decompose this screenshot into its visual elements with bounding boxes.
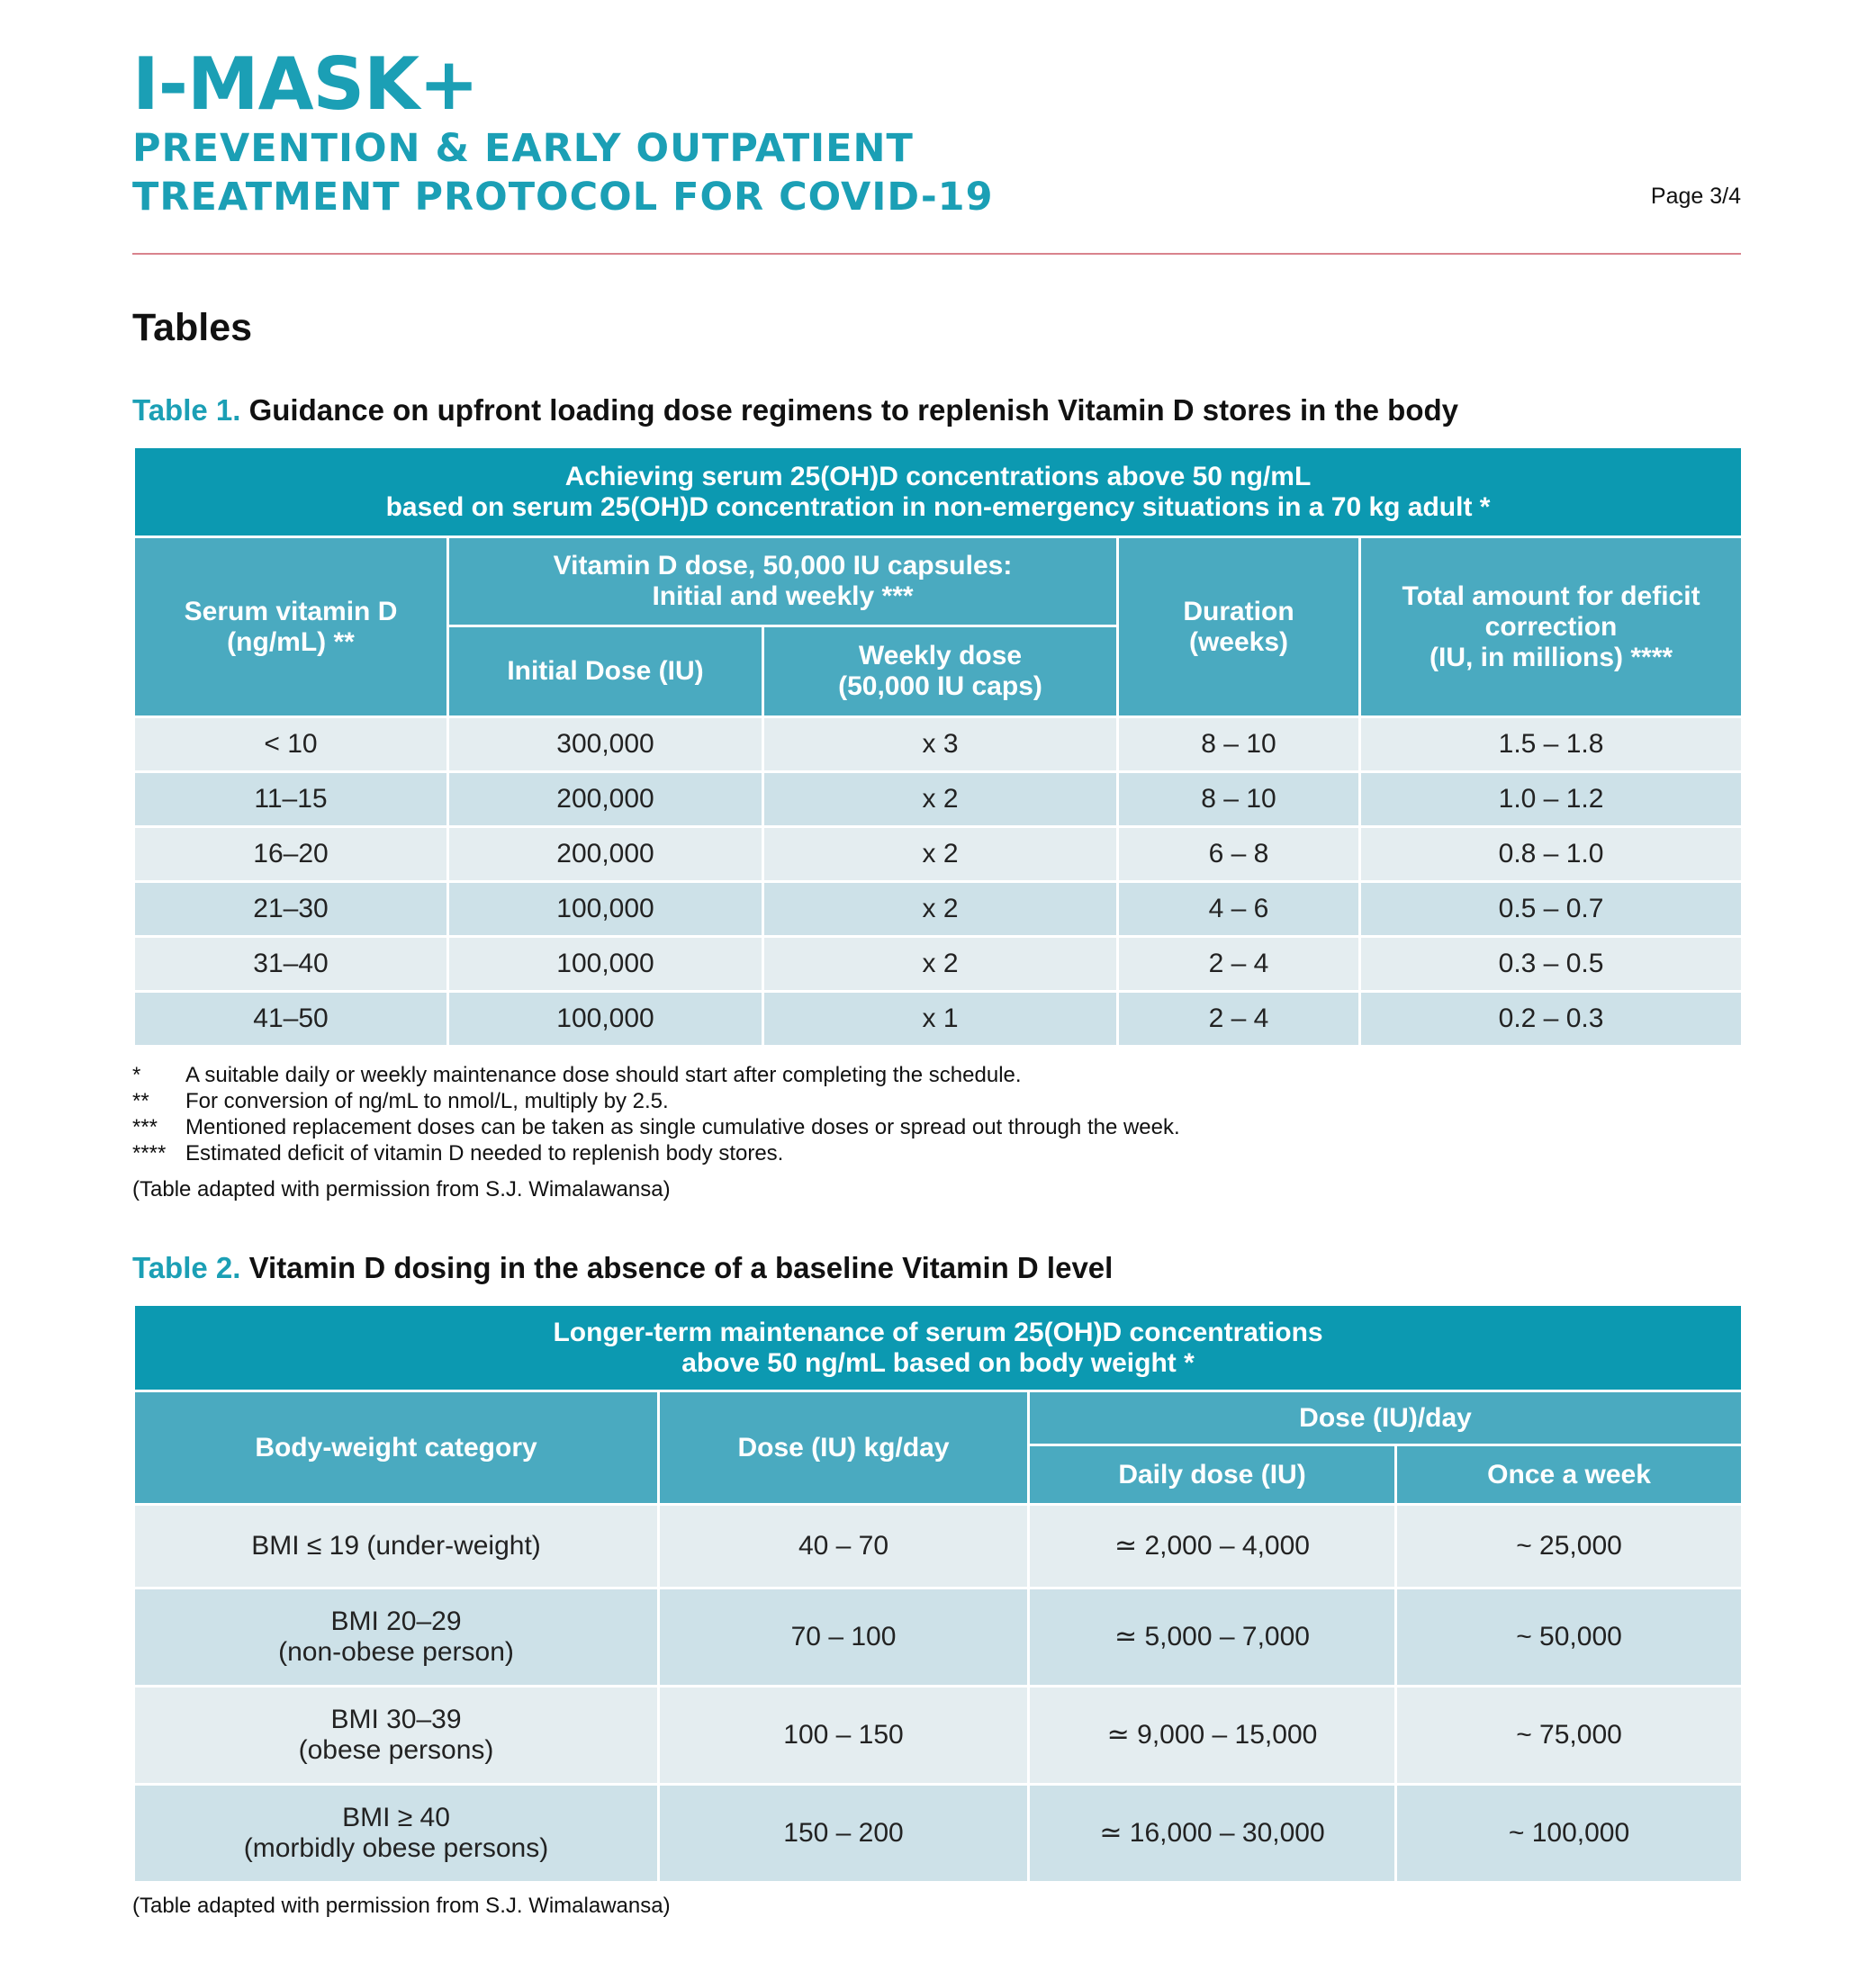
table1-cell-serum: 16–20 — [134, 827, 448, 882]
table1-cell-weekly: x 2 — [763, 827, 1118, 882]
table2-cell-week: ~ 50,000 — [1396, 1588, 1743, 1687]
brand-title: I-MASK+ — [132, 42, 479, 126]
table1-col-dose — [448, 537, 1118, 626]
footnote — [132, 1140, 1180, 1166]
footnote-text: Mentioned replacement doses can be taken as single cumulative doses or spread out through the week. — [185, 1115, 1180, 1139]
table1-cell-total: 1.0 – 1.2 — [1360, 772, 1743, 827]
table1-col-total — [1360, 537, 1743, 717]
table2-cell-kg: 150 – 200 — [659, 1785, 1029, 1883]
table1-cell-total: 0.2 – 0.3 — [1360, 992, 1743, 1047]
table2-cell-week: ~ 25,000 — [1396, 1505, 1743, 1588]
table2-cell-kg: 70 – 100 — [659, 1588, 1029, 1687]
section-title: Tables — [132, 306, 253, 349]
table1-cell-weekly: x 2 — [763, 772, 1118, 827]
table2-cell-week: ~ 100,000 — [1396, 1785, 1743, 1883]
table1-cell-serum: 11–15 — [134, 772, 448, 827]
table1-col-total-line-1: Total amount for deficit — [1402, 580, 1700, 611]
table2 — [132, 1303, 1744, 1884]
table1-banner — [134, 447, 1743, 537]
footnote-mark: *** — [132, 1115, 158, 1139]
footnote-mark: ** — [132, 1089, 149, 1113]
table1-cell-serum: 31–40 — [134, 937, 448, 992]
table2-cell-week: ~ 75,000 — [1396, 1687, 1743, 1785]
table2-cell-category — [134, 1785, 659, 1883]
table-row — [134, 937, 1743, 992]
table2-cell-daily: ≃ 9,000 – 15,000 — [1029, 1687, 1396, 1785]
table1-col-serum-line-1: Serum vitamin D — [184, 596, 398, 626]
table-row — [134, 992, 1743, 1047]
table1-banner-line-1: Achieving serum 25(OH)D concentrations above 50 ng/mL — [564, 461, 1312, 491]
table1-cell-serum: < 10 — [134, 717, 448, 772]
page-number: Page 3/4 — [1650, 184, 1741, 209]
table1-cell-serum: 41–50 — [134, 992, 448, 1047]
table1-cell-duration: 8 – 10 — [1118, 717, 1360, 772]
table1-cell-initial: 200,000 — [448, 772, 763, 827]
table1-cell-total: 1.5 – 1.8 — [1360, 717, 1743, 772]
table-row — [134, 1687, 1743, 1785]
table1-cell-initial: 100,000 — [448, 882, 763, 937]
table1-cell-duration: 2 – 4 — [1118, 992, 1360, 1047]
table1-cell-initial: 200,000 — [448, 827, 763, 882]
table1-col-weekly-line-2: (50,000 IU caps) — [838, 671, 1042, 701]
table1-caption-label: Table 1. — [132, 393, 241, 427]
table2-banner — [134, 1305, 1743, 1391]
table2-col-day: Dose (IU)/day — [1029, 1391, 1743, 1445]
table1-cell-duration: 8 – 10 — [1118, 772, 1360, 827]
table1-col-duration-line-2: (weeks) — [1188, 626, 1289, 657]
table1-cell-weekly: x 3 — [763, 717, 1118, 772]
table1-col-dose-line-1: Vitamin D dose, 50,000 IU capsules: — [553, 551, 1013, 580]
table2-col-kg: Dose (IU) kg/day — [659, 1391, 1029, 1505]
footnote-text: For conversion of ng/mL to nmol/L, multiply by 2.5. — [185, 1089, 669, 1113]
table1-cell-initial: 100,000 — [448, 937, 763, 992]
table2-cell-daily: ≃ 5,000 – 7,000 — [1029, 1588, 1396, 1687]
footnote-text: Estimated deficit of vitamin D needed to replenish body stores. — [185, 1141, 784, 1166]
table-row — [134, 827, 1743, 882]
table1-col-serum-line-2: (ng/mL) ** — [227, 626, 355, 657]
table1-cell-initial: 100,000 — [448, 992, 763, 1047]
table2-category-line-2: (morbidly obese persons) — [243, 1833, 549, 1863]
table2-cell-daily: ≃ 2,000 – 4,000 — [1029, 1505, 1396, 1588]
table2-category-line-1: BMI ≤ 19 (under-weight) — [251, 1531, 541, 1561]
table2-cell-category — [134, 1588, 659, 1687]
table1-banner-line-2: based on serum 25(OH)D concentration in non-emergency situations in a 70 kg adult * — [385, 491, 1491, 522]
table1-cell-weekly: x 2 — [763, 937, 1118, 992]
table1-footnotes — [132, 1062, 1180, 1166]
footnote — [132, 1114, 1180, 1140]
table2-category-line-1: BMI 20–29 — [330, 1606, 462, 1636]
table1-cell-total: 0.5 – 0.7 — [1360, 882, 1743, 937]
footnote — [132, 1088, 1180, 1114]
table2-category-line-1: BMI ≥ 40 — [342, 1803, 450, 1832]
footnote-mark: **** — [132, 1141, 167, 1166]
table2-cell-daily: ≃ 16,000 – 30,000 — [1029, 1785, 1396, 1883]
table1-caption-text: Guidance on upfront loading dose regimens to replenish Vitamin D stores in the body — [248, 393, 1458, 427]
table2-banner-line-2: above 50 ng/mL based on body weight * — [681, 1347, 1195, 1378]
header-divider — [132, 253, 1741, 255]
table2-cell-category — [134, 1505, 659, 1588]
table1-cell-duration: 4 – 6 — [1118, 882, 1360, 937]
table1-col-dose-line-2: Initial and weekly *** — [652, 581, 914, 611]
table1-col-weekly — [763, 626, 1118, 717]
subtitle-line-2: TREATMENT PROTOCOL FOR COVID-19 — [132, 175, 994, 220]
table2-caption — [132, 1251, 1113, 1285]
table1-col-weekly-line-1: Weekly dose — [858, 641, 1023, 670]
table2-col-category: Body-weight category — [134, 1391, 659, 1505]
table2-category-line-2: (obese persons) — [298, 1735, 494, 1765]
table1-cell-serum: 21–30 — [134, 882, 448, 937]
table1-cell-duration: 6 – 8 — [1118, 827, 1360, 882]
table2-category-line-1: BMI 30–39 — [330, 1705, 462, 1734]
table2-cell-category — [134, 1687, 659, 1785]
table2-col-daily: Daily dose (IU) — [1029, 1445, 1396, 1505]
table1-col-duration-line-1: Duration — [1183, 596, 1294, 626]
table1-col-total-line-3: (IU, in millions) **** — [1430, 642, 1673, 672]
table2-col-week: Once a week — [1396, 1445, 1743, 1505]
table1-cell-total: 0.8 – 1.0 — [1360, 827, 1743, 882]
footnote-text: A suitable daily or weekly maintenance dose should start after completing the schedule. — [185, 1063, 1022, 1087]
table-row — [134, 717, 1743, 772]
table-row — [134, 1505, 1743, 1588]
page-header — [132, 42, 994, 221]
table1-cell-initial: 300,000 — [448, 717, 763, 772]
table1-caption — [132, 393, 1458, 428]
table1-col-initial: Initial Dose (IU) — [448, 626, 763, 717]
table1-cell-total: 0.3 – 0.5 — [1360, 937, 1743, 992]
table1 — [132, 446, 1744, 1048]
subtitle-line-1: PREVENTION & EARLY OUTPATIENT — [132, 126, 914, 171]
table2-banner-line-1: Longer-term maintenance of serum 25(OH)D concentrations — [553, 1317, 1323, 1347]
table-row — [134, 1588, 1743, 1687]
table1-col-duration — [1118, 537, 1360, 717]
table-row — [134, 772, 1743, 827]
table1-cell-weekly: x 1 — [763, 992, 1118, 1047]
table2-source: (Table adapted with permission from S.J. Wimalawansa) — [132, 1894, 671, 1918]
table2-category-line-2: (non-obese person) — [278, 1637, 514, 1667]
table1-col-serum — [134, 537, 448, 717]
table2-caption-text: Vitamin D dosing in the absence of a baseline Vitamin D level — [248, 1251, 1114, 1284]
table1-cell-weekly: x 2 — [763, 882, 1118, 937]
table2-cell-kg: 100 – 150 — [659, 1687, 1029, 1785]
table-row — [134, 882, 1743, 937]
table-row — [134, 1785, 1743, 1883]
footnote-mark: * — [132, 1063, 141, 1087]
table1-cell-duration: 2 – 4 — [1118, 937, 1360, 992]
footnote — [132, 1062, 1180, 1088]
table2-cell-kg: 40 – 70 — [659, 1505, 1029, 1588]
table2-caption-label: Table 2. — [132, 1251, 241, 1284]
table1-source: (Table adapted with permission from S.J. Wimalawansa) — [132, 1177, 671, 1202]
table1-col-total-line-2: correction — [1484, 611, 1618, 642]
